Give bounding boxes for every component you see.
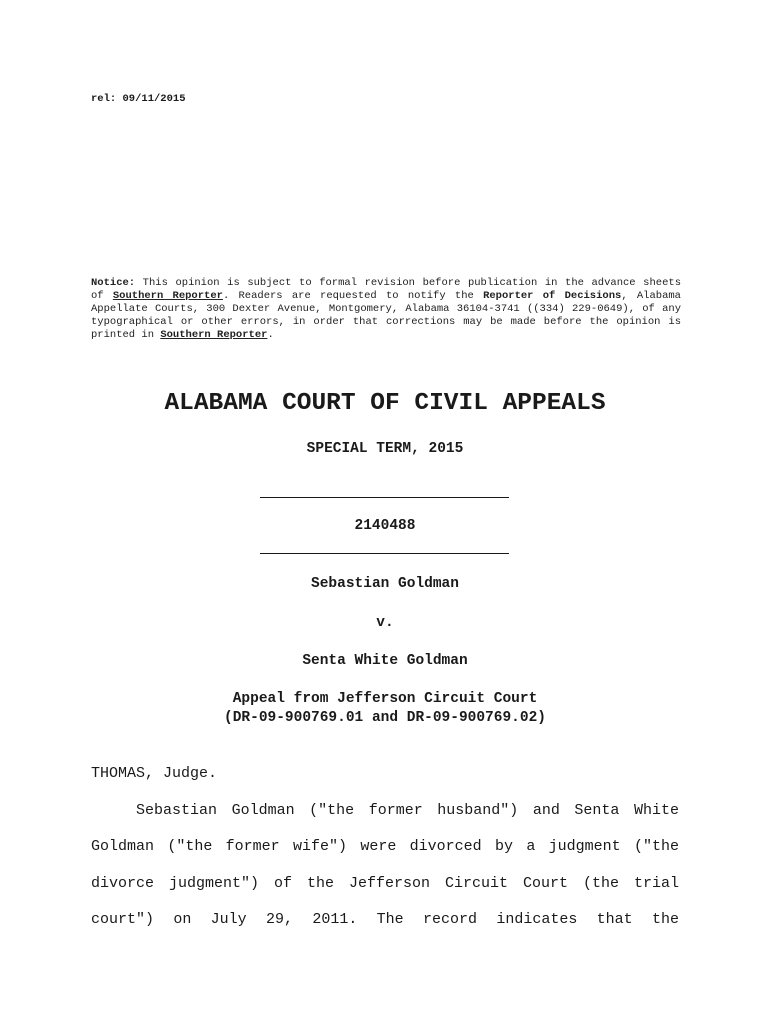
opinion-line: court") on July 29, 2011. The record indicates that the xyxy=(91,911,679,928)
notice-text-3: , Alabama Appellate Courts, 300 Dexter Avenue, Montgomery, Alabama 36104-3741 ((334) 229-0649), of any typographical or other errors, in order that corrections may be made before the opinion is printed in xyxy=(91,290,681,341)
notice-paragraph xyxy=(91,277,681,342)
notice-text-2: . Readers are requested to notify the xyxy=(222,290,484,302)
opinion-line: divorce judgment") of the Jefferson Circuit Court (the trial xyxy=(91,875,679,892)
southern-reporter-ref-1: Southern Reporter xyxy=(112,290,223,302)
court-name: ALABAMA COURT OF CIVIL APPEALS xyxy=(164,390,606,417)
appellee-name: Senta White Goldman xyxy=(302,653,468,669)
opinion-line: Sebastian Goldman ("the former husband") and Senta White xyxy=(136,802,679,819)
versus: v. xyxy=(376,615,394,631)
docket-numbers: (DR-09-900769.01 and DR-09-900769.02) xyxy=(224,710,546,726)
southern-reporter-ref-2: Southern Reporter xyxy=(160,329,268,341)
notice-label: Notice: xyxy=(91,277,136,289)
opinion-line: Goldman ("the former wife") were divorced by a judgment ("the xyxy=(91,838,679,855)
appellant-name: Sebastian Goldman xyxy=(311,576,459,592)
rule-bottom xyxy=(260,553,509,554)
release-date: rel: 09/11/2015 xyxy=(91,93,186,105)
appeal-from: Appeal from Jefferson Circuit Court xyxy=(232,691,538,707)
term-heading: SPECIAL TERM, 2015 xyxy=(306,441,464,457)
opinion-author: THOMAS, Judge. xyxy=(91,765,218,782)
notice-text-4: . xyxy=(267,329,274,341)
notice-text-1: This opinion is subject to formal revision before publication in the advance sheets of xyxy=(91,277,681,302)
case-number: 2140488 xyxy=(354,518,416,534)
rule-top xyxy=(260,497,509,498)
reporter-of-decisions: Reporter of Decisions xyxy=(483,290,622,302)
